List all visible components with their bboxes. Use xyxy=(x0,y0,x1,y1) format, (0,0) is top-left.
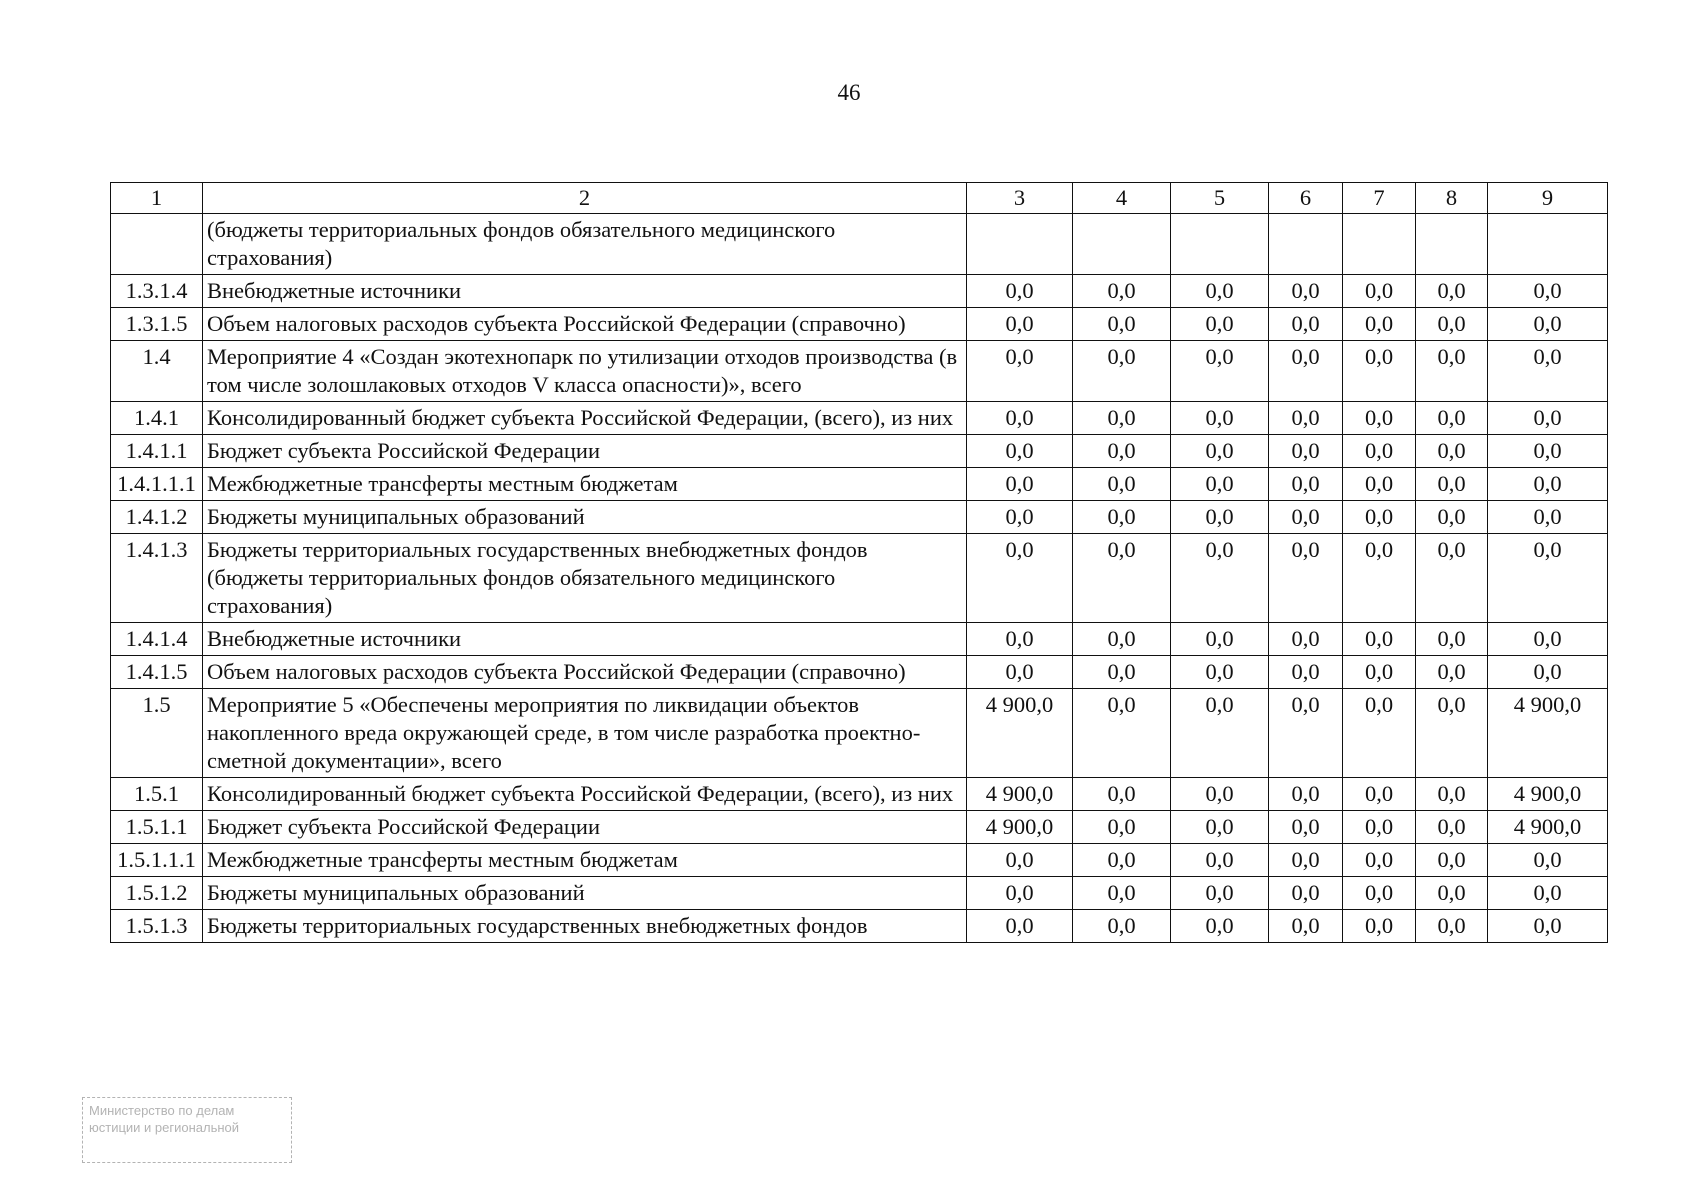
value-cell: 0,0 xyxy=(1488,308,1608,341)
value-cell: 4 900,0 xyxy=(1488,811,1608,844)
value-cell: 0,0 xyxy=(1416,689,1488,778)
row-number xyxy=(111,214,203,275)
value-cell: 0,0 xyxy=(1171,501,1269,534)
value-cell: 0,0 xyxy=(1073,308,1171,341)
value-cell: 0,0 xyxy=(1171,910,1269,943)
value-cell: 0,0 xyxy=(1343,468,1416,501)
value-cell: 0,0 xyxy=(1269,778,1343,811)
value-cell: 0,0 xyxy=(1171,778,1269,811)
value-cell: 0,0 xyxy=(967,656,1073,689)
value-cell: 0,0 xyxy=(1343,910,1416,943)
stamp-line: Министерство по делам xyxy=(89,1103,235,1118)
value-cell: 0,0 xyxy=(1171,534,1269,623)
row-number: 1.4.1.3 xyxy=(111,534,203,623)
column-header: 9 xyxy=(1488,183,1608,214)
row-description: Внебюджетные источники xyxy=(203,275,967,308)
page-number: 46 xyxy=(837,80,861,105)
column-header: 6 xyxy=(1269,183,1343,214)
value-cell: 0,0 xyxy=(1416,623,1488,656)
row-description: Межбюджетные трансферты местным бюджетам xyxy=(203,844,967,877)
table-row xyxy=(111,656,1608,689)
value-cell: 0,0 xyxy=(1171,656,1269,689)
value-cell xyxy=(1488,214,1608,275)
table-row xyxy=(111,778,1608,811)
column-header: 5 xyxy=(1171,183,1269,214)
row-description: Бюджет субъекта Российской Федерации xyxy=(203,435,967,468)
value-cell: 0,0 xyxy=(1073,689,1171,778)
value-cell: 0,0 xyxy=(1269,910,1343,943)
row-description: Объем налоговых расходов субъекта Российской Федерации (справочно) xyxy=(203,656,967,689)
row-description: Бюджеты территориальных государственных внебюджетных фондов (бюджеты территориальных фондов обязательного медицинского страхования) xyxy=(203,534,967,623)
value-cell: 0,0 xyxy=(967,435,1073,468)
stamp-line: юстиции и региональной xyxy=(89,1120,240,1135)
value-cell: 0,0 xyxy=(1343,402,1416,435)
value-cell: 0,0 xyxy=(1073,402,1171,435)
row-number: 1.4.1.1.1 xyxy=(111,468,203,501)
value-cell: 4 900,0 xyxy=(967,778,1073,811)
row-description: Внебюджетные источники xyxy=(203,623,967,656)
value-cell: 0,0 xyxy=(1343,341,1416,402)
value-cell: 0,0 xyxy=(967,308,1073,341)
value-cell: 0,0 xyxy=(1488,275,1608,308)
value-cell: 0,0 xyxy=(1343,308,1416,341)
row-number: 1.5.1.1.1 xyxy=(111,844,203,877)
value-cell: 0,0 xyxy=(1171,468,1269,501)
row-number: 1.5 xyxy=(111,689,203,778)
value-cell: 0,0 xyxy=(1416,275,1488,308)
row-description: Бюджеты муниципальных образований xyxy=(203,501,967,534)
value-cell: 0,0 xyxy=(1171,341,1269,402)
value-cell: 0,0 xyxy=(1416,468,1488,501)
value-cell: 0,0 xyxy=(1488,623,1608,656)
value-cell: 4 900,0 xyxy=(1488,689,1608,778)
row-number: 1.4.1.4 xyxy=(111,623,203,656)
value-cell: 0,0 xyxy=(1416,435,1488,468)
value-cell xyxy=(967,214,1073,275)
value-cell: 0,0 xyxy=(1416,534,1488,623)
column-header: 2 xyxy=(203,183,967,214)
value-cell: 0,0 xyxy=(1171,308,1269,341)
column-header: 1 xyxy=(111,183,203,214)
value-cell: 0,0 xyxy=(1488,844,1608,877)
row-description: Объем налоговых расходов субъекта Российской Федерации (справочно) xyxy=(203,308,967,341)
value-cell xyxy=(1269,214,1343,275)
value-cell: 0,0 xyxy=(1343,656,1416,689)
value-cell: 0,0 xyxy=(1343,534,1416,623)
row-description: Бюджет субъекта Российской Федерации xyxy=(203,811,967,844)
registration-stamp xyxy=(82,1097,292,1163)
value-cell: 0,0 xyxy=(1269,435,1343,468)
value-cell xyxy=(1343,214,1416,275)
table-row xyxy=(111,534,1608,623)
value-cell: 0,0 xyxy=(1269,844,1343,877)
table-row xyxy=(111,623,1608,656)
value-cell: 0,0 xyxy=(1171,877,1269,910)
value-cell: 0,0 xyxy=(967,275,1073,308)
value-cell: 0,0 xyxy=(1343,501,1416,534)
value-cell: 0,0 xyxy=(1343,623,1416,656)
row-number: 1.4.1.5 xyxy=(111,656,203,689)
row-number: 1.4.1.2 xyxy=(111,501,203,534)
row-number: 1.3.1.4 xyxy=(111,275,203,308)
row-description: (бюджеты территориальных фондов обязательного медицинского страхования) xyxy=(203,214,967,275)
value-cell: 0,0 xyxy=(1269,341,1343,402)
value-cell: 0,0 xyxy=(1416,656,1488,689)
value-cell: 0,0 xyxy=(967,468,1073,501)
table-row xyxy=(111,341,1608,402)
value-cell: 0,0 xyxy=(967,341,1073,402)
table-body xyxy=(111,214,1608,943)
value-cell: 0,0 xyxy=(1416,501,1488,534)
value-cell: 0,0 xyxy=(1488,435,1608,468)
value-cell: 0,0 xyxy=(1343,275,1416,308)
table-row xyxy=(111,811,1608,844)
value-cell: 0,0 xyxy=(1488,656,1608,689)
value-cell xyxy=(1171,214,1269,275)
row-number: 1.4.1.1 xyxy=(111,435,203,468)
value-cell: 0,0 xyxy=(967,910,1073,943)
row-number: 1.5.1 xyxy=(111,778,203,811)
value-cell: 0,0 xyxy=(1416,341,1488,402)
value-cell: 0,0 xyxy=(1416,877,1488,910)
row-number: 1.4.1 xyxy=(111,402,203,435)
row-description: Консолидированный бюджет субъекта Российской Федерации, (всего), из них xyxy=(203,778,967,811)
value-cell: 0,0 xyxy=(1416,811,1488,844)
value-cell: 0,0 xyxy=(1073,623,1171,656)
row-description: Межбюджетные трансферты местным бюджетам xyxy=(203,468,967,501)
table-row xyxy=(111,435,1608,468)
value-cell: 0,0 xyxy=(1073,341,1171,402)
value-cell: 0,0 xyxy=(1073,877,1171,910)
column-header: 8 xyxy=(1416,183,1488,214)
value-cell: 0,0 xyxy=(1171,811,1269,844)
column-header: 4 xyxy=(1073,183,1171,214)
value-cell: 0,0 xyxy=(1171,689,1269,778)
value-cell xyxy=(1073,214,1171,275)
value-cell: 0,0 xyxy=(1073,778,1171,811)
table-row xyxy=(111,275,1608,308)
row-description: Мероприятие 4 «Создан экотехнопарк по утилизации отходов производства (в том числе золошлаковых отходов V класса опасности)», всего xyxy=(203,341,967,402)
table-row xyxy=(111,308,1608,341)
row-number: 1.5.1.1 xyxy=(111,811,203,844)
value-cell: 0,0 xyxy=(1343,844,1416,877)
value-cell: 0,0 xyxy=(967,877,1073,910)
row-description: Бюджеты муниципальных образований xyxy=(203,877,967,910)
value-cell: 0,0 xyxy=(1073,468,1171,501)
value-cell: 0,0 xyxy=(1269,468,1343,501)
value-cell: 0,0 xyxy=(1269,811,1343,844)
value-cell: 0,0 xyxy=(967,402,1073,435)
value-cell: 0,0 xyxy=(1488,402,1608,435)
value-cell: 0,0 xyxy=(1073,501,1171,534)
value-cell: 0,0 xyxy=(1416,844,1488,877)
value-cell: 0,0 xyxy=(967,501,1073,534)
table-row xyxy=(111,402,1608,435)
value-cell: 0,0 xyxy=(1343,778,1416,811)
value-cell: 0,0 xyxy=(967,534,1073,623)
value-cell: 0,0 xyxy=(1269,656,1343,689)
table-row xyxy=(111,501,1608,534)
table-header-row xyxy=(111,183,1608,214)
budget-table xyxy=(110,182,1608,943)
value-cell: 0,0 xyxy=(1073,435,1171,468)
value-cell: 0,0 xyxy=(1073,844,1171,877)
column-header: 3 xyxy=(967,183,1073,214)
table-row xyxy=(111,910,1608,943)
value-cell: 0,0 xyxy=(1073,275,1171,308)
value-cell: 0,0 xyxy=(1171,844,1269,877)
value-cell: 0,0 xyxy=(1269,534,1343,623)
value-cell: 0,0 xyxy=(1416,402,1488,435)
table-row xyxy=(111,689,1608,778)
row-number: 1.5.1.3 xyxy=(111,910,203,943)
row-number: 1.3.1.5 xyxy=(111,308,203,341)
value-cell: 0,0 xyxy=(1488,534,1608,623)
value-cell: 0,0 xyxy=(1269,623,1343,656)
row-number: 1.5.1.2 xyxy=(111,877,203,910)
value-cell: 0,0 xyxy=(1343,435,1416,468)
value-cell: 0,0 xyxy=(1416,778,1488,811)
table-row xyxy=(111,844,1608,877)
table-row xyxy=(111,214,1608,275)
value-cell: 0,0 xyxy=(1171,435,1269,468)
value-cell: 0,0 xyxy=(1416,910,1488,943)
value-cell: 0,0 xyxy=(1343,689,1416,778)
value-cell: 0,0 xyxy=(1073,656,1171,689)
value-cell: 0,0 xyxy=(1269,501,1343,534)
row-description: Бюджеты территориальных государственных внебюджетных фондов xyxy=(203,910,967,943)
value-cell: 4 900,0 xyxy=(1488,778,1608,811)
value-cell: 0,0 xyxy=(1488,468,1608,501)
value-cell: 4 900,0 xyxy=(967,689,1073,778)
value-cell: 0,0 xyxy=(1343,811,1416,844)
value-cell xyxy=(1416,214,1488,275)
value-cell: 0,0 xyxy=(1171,275,1269,308)
table-row xyxy=(111,877,1608,910)
value-cell: 0,0 xyxy=(1416,308,1488,341)
column-header: 7 xyxy=(1343,183,1416,214)
value-cell: 0,0 xyxy=(967,844,1073,877)
value-cell: 0,0 xyxy=(1171,402,1269,435)
value-cell: 0,0 xyxy=(1171,623,1269,656)
value-cell: 0,0 xyxy=(1269,402,1343,435)
row-description: Мероприятие 5 «Обеспечены мероприятия по ликвидации объектов накопленного вреда окружающей среде, в том числе разработка проектно-сметной документации», всего xyxy=(203,689,967,778)
value-cell: 4 900,0 xyxy=(967,811,1073,844)
value-cell: 0,0 xyxy=(1073,534,1171,623)
value-cell: 0,0 xyxy=(1343,877,1416,910)
table-row xyxy=(111,468,1608,501)
value-cell: 0,0 xyxy=(1269,877,1343,910)
value-cell: 0,0 xyxy=(967,623,1073,656)
value-cell: 0,0 xyxy=(1488,341,1608,402)
row-description: Консолидированный бюджет субъекта Российской Федерации, (всего), из них xyxy=(203,402,967,435)
value-cell: 0,0 xyxy=(1488,501,1608,534)
value-cell: 0,0 xyxy=(1488,910,1608,943)
value-cell: 0,0 xyxy=(1488,877,1608,910)
value-cell: 0,0 xyxy=(1269,275,1343,308)
value-cell: 0,0 xyxy=(1269,689,1343,778)
value-cell: 0,0 xyxy=(1073,910,1171,943)
value-cell: 0,0 xyxy=(1073,811,1171,844)
value-cell: 0,0 xyxy=(1269,308,1343,341)
row-number: 1.4 xyxy=(111,341,203,402)
